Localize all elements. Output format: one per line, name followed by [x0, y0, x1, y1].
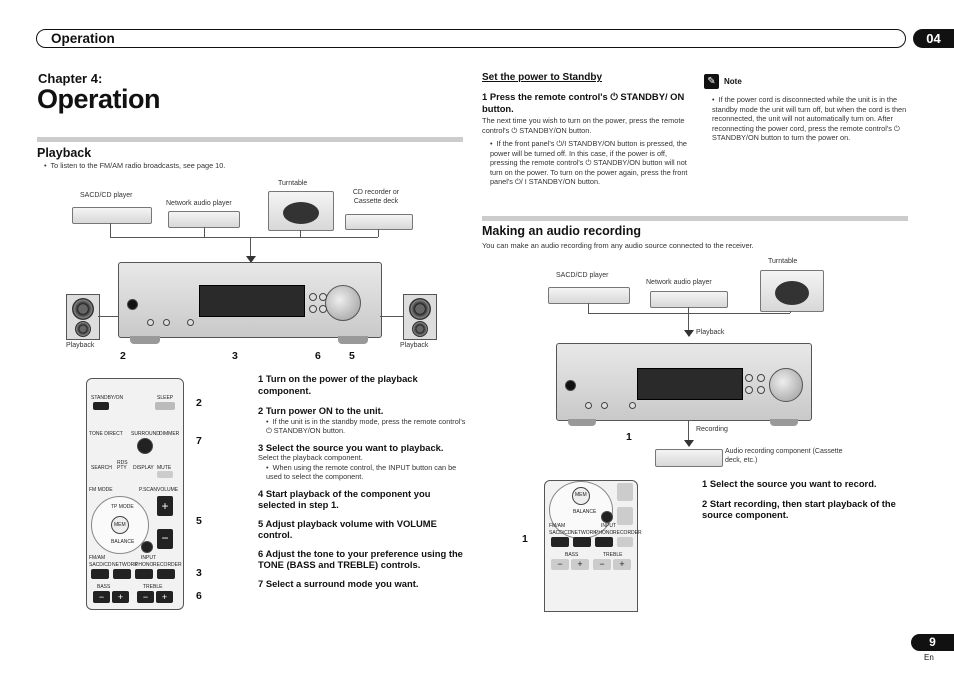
right-speaker-image	[403, 294, 437, 340]
section-title: Operation	[51, 31, 115, 46]
chapter-number-badge: 04	[913, 29, 954, 48]
callout-5: 5	[349, 350, 355, 362]
remote-callout-5: 5	[196, 515, 202, 527]
rec-turntable-image	[760, 270, 824, 312]
network-player-image	[168, 211, 240, 228]
rec-component-image	[655, 449, 723, 467]
left-speaker-image	[66, 294, 100, 340]
standby-section	[482, 72, 692, 187]
recording-heading: Making an audio recording	[482, 224, 642, 238]
network-label: Network audio player	[166, 200, 232, 207]
recording-intro: You can make an audio recording from any audio source connected to the receiver.	[482, 241, 754, 250]
standby-step-1: 1 Press the remote control's ⏻ STANDBY/ ON button.	[482, 91, 685, 114]
sacd-label: SACD/CD player	[80, 192, 133, 199]
remote-callout-7: 7	[196, 435, 202, 447]
rec-playback-label: Playback	[696, 329, 725, 336]
recorder-image	[345, 214, 413, 230]
playback-step-4: 4 Start playback of the component you selected in step 1.	[258, 487, 431, 510]
note-bullet: • If the power cord is disconnected while the unit is in the standby mode the unit will turn off, but when the cord is then reconnected, the unit will not automatically turn on. After reconnecting the power cord, press the remote control's ⏻ STANDBY/ON button to turn the power on.	[712, 95, 907, 142]
playback-heading: Playback	[37, 146, 92, 160]
recording-step-1: 1 Select the source you want to record.	[702, 478, 877, 489]
page-number: 9	[911, 634, 954, 651]
left-speaker-label: Playback	[66, 342, 95, 349]
sacd-player-image	[72, 207, 152, 224]
rec-callout-1: 1	[626, 431, 632, 443]
playback-step-3-note: • When using the remote control, the INPUT button can be used to select the component.	[266, 462, 457, 481]
playback-step-2: 2 Turn power ON to the unit.	[258, 405, 384, 416]
section-divider	[37, 137, 463, 142]
chapter-label: Chapter 4:	[38, 71, 103, 86]
rec-network-label: Network audio player	[646, 279, 712, 286]
recording-step-2: 2 Start recording, then start playback of the source component.	[702, 497, 896, 520]
remote-callout-6: 6	[196, 590, 202, 602]
section-divider-2	[482, 216, 908, 221]
rec-component-label: Audio recording component (Cassette deck, etc.)	[725, 448, 843, 464]
playback-remote-image: STANDBY/ON SLEEP TONE DIRECT SURROUND DIMMER RDS SEARCH PTY DISPLAY MUTE FM MODE P.SCAN VOLUME MEM TP MODE BALANCE + − FM/AM INPUT SACD/CD NETWORK PHONO RECORDER BASS TREBLE − + − +	[86, 378, 184, 610]
rec-turntable-label: Turntable	[768, 258, 798, 265]
section-header-bar	[36, 29, 906, 48]
note-heading: Note	[724, 77, 742, 86]
recording-remote-image: MEM BALANCE FM/AM INPUT SACD/CD NETWORK PHONO RECORDER BASS TREBLE − + − +	[544, 480, 638, 612]
rec-remote-callout-1: 1	[522, 533, 528, 545]
playback-steps	[258, 373, 466, 589]
playback-step-5: 5 Adjust playback volume with VOLUME control.	[258, 517, 437, 540]
callout-2: 2	[120, 350, 126, 362]
turntable-label: Turntable	[278, 180, 308, 187]
chapter-title: Operation	[37, 84, 161, 114]
right-speaker-label: Playback	[400, 342, 429, 349]
recording-steps	[702, 478, 910, 521]
playback-step-7: 7 Select a surround mode you want.	[258, 577, 419, 589]
recorder-label: CD recorder or Cassette deck	[352, 189, 400, 205]
rec-sacd-label: SACD/CD player	[556, 272, 609, 279]
playback-step-6: 6 Adjust the tone to your preference using the TONE (BASS and TREBLE) controls.	[258, 547, 463, 570]
rec-recording-label: Recording	[696, 426, 728, 433]
rec-network-image	[650, 291, 728, 308]
playback-step-3-sub: Select the playback component.	[258, 453, 363, 462]
turntable-image	[268, 191, 334, 231]
note-box	[704, 74, 908, 143]
playback-step-1: 1 Turn on the power of the playback component.	[258, 373, 418, 396]
playback-step-3: 3 Select the source you want to playback.	[258, 441, 444, 453]
remote-callout-3: 3	[196, 567, 202, 579]
language-code: En	[924, 653, 934, 662]
note-icon: ✎	[704, 74, 719, 89]
rec-sacd-image	[548, 287, 630, 304]
callout-6: 6	[315, 350, 321, 362]
standby-text: The next time you wish to turn on the power, press the remote control's ⏻ STANDBY/ON button.	[482, 116, 685, 135]
remote-callout-2: 2	[196, 397, 202, 409]
callout-3: 3	[232, 350, 238, 362]
rec-receiver-image	[556, 343, 812, 421]
playback-bullet: • To listen to the FM/AM radio broadcasts, see page 10.	[44, 161, 226, 170]
receiver-image	[118, 262, 382, 338]
playback-step-2-note: • If the unit is in the standby mode, press the remote control's ⏻ STANDBY/ON button.	[266, 416, 466, 435]
standby-heading: Set the power to Standby	[482, 72, 603, 83]
standby-bullet: • If the front panel's ⏻/I STANDBY/ON button is pressed, the power will be turned off. In this case, if the power is off, pressing the remote control's ⏻ STANDBY/ON button will not turn on the power. To turn on the power again, press the front panel's ⏻/ I STANDBY/ON button.	[490, 139, 688, 186]
